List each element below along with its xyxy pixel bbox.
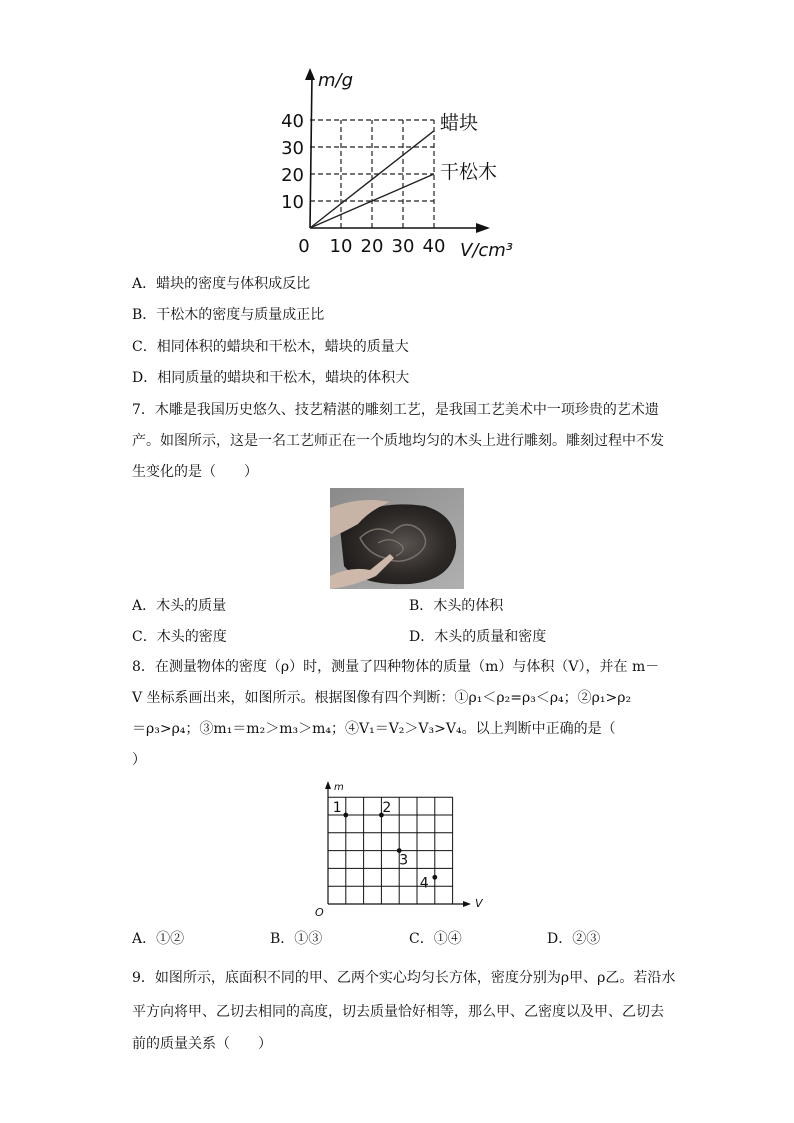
y-tick-label: 40 (281, 111, 304, 132)
point-label-2: 2 (382, 800, 392, 816)
q6-option-a[interactable]: A．蜡块的密度与体积成反比 (132, 276, 311, 292)
q7-stem-line-1: 7．木雕是我国历史悠久、技艺精湛的雕刻工艺，是我国工艺美术中一项珍贵的艺术遗 (132, 402, 659, 418)
q8-stem-line-1: 8．在测量物体的密度（ρ）时，测量了四种物体的质量（m）与体积（V），并在 m－ (132, 659, 660, 675)
x-axis-arrow (476, 223, 490, 233)
point-label-1: 1 (332, 800, 342, 816)
x-tick-label: 20 (360, 236, 384, 257)
point-label-4: 4 (419, 875, 429, 892)
chart-grid (310, 120, 434, 228)
q8-option-b[interactable]: B．①③ (270, 931, 323, 947)
legend-label-1: 蜡块 (440, 111, 479, 134)
q8-stem-line-2: V 坐标系画出来，如图所示。根据图像有四个判断：①ρ₁＜ρ₂=ρ₃＜ρ₄；②ρ₁>ρ₂ (132, 690, 632, 706)
y-tick-label: 20 (281, 165, 304, 186)
q7-stem-line-3: 生变化的是（ ） (132, 464, 258, 480)
mv-scatter-chart (305, 778, 495, 918)
q8-option-d[interactable]: D．②③ (547, 931, 601, 947)
q9-stem-line-2: 平方向将甲、乙切去相同的高度，切去质量恰好相等，那么甲、乙密度以及甲、乙切去 (132, 1004, 664, 1020)
x-axis-arrow (463, 901, 471, 907)
q7-options-row-2 (132, 627, 672, 647)
origin-label: O (315, 906, 324, 918)
q7-stem-line-2: 产。如图所示，这是一名工艺师正在一个质地均匀的木头上进行雕刻。雕刻过程中不发 (132, 433, 664, 449)
data-point-4 (432, 875, 437, 880)
x-tick-label: 10 (329, 236, 353, 257)
q8-options-row (132, 929, 672, 949)
q7-option-d[interactable]: D．木头的质量和密度 (409, 629, 547, 645)
q7-options-row-1 (132, 596, 672, 616)
x-tick-label: 40 (422, 236, 446, 257)
y-tick-label: 10 (281, 192, 304, 213)
y-axis-arrow (305, 68, 315, 80)
chart-points (333, 800, 437, 891)
y-axis (310, 74, 312, 228)
x-tick-label: 30 (391, 236, 415, 257)
chart-labels (281, 70, 513, 261)
point-label-3: 3 (399, 852, 409, 869)
x-tick-label: 0 (298, 236, 310, 257)
q8-stem-line-3: ＝ρ₃>ρ₄；③m₁＝m₂＞m₃＞m₄；④V₁＝V₂＞V₃>V₄。以上判断中正确的是（ (132, 721, 616, 737)
q6-option-c[interactable]: C．相同体积的蜡块和干松木，蜡块的质量大 (132, 339, 409, 355)
y-tick-label: 30 (281, 138, 304, 159)
mass-volume-chart (270, 62, 530, 267)
q6-option-b[interactable]: B．干松木的密度与质量成正比 (132, 307, 325, 323)
q7-option-b[interactable]: B．木头的体积 (409, 598, 504, 614)
y-axis-label: m/g (318, 70, 354, 91)
q7-option-c[interactable]: C．木头的密度 (132, 629, 227, 645)
x-axis-label: V (475, 897, 483, 910)
q6-option-d[interactable]: D．相同质量的蜡块和干松木，蜡块的体积大 (132, 370, 410, 386)
y-axis-label: m (334, 782, 344, 793)
x-axis-label: V/cm³ (460, 240, 514, 261)
q7-option-a[interactable]: A．木头的质量 (132, 598, 227, 614)
data-point-1 (343, 813, 348, 818)
q8-stem-line-4: ） (132, 752, 146, 768)
chart-axes (305, 68, 490, 233)
q8-option-a[interactable]: A．①② (132, 931, 185, 947)
q9-stem-line-1: 9．如图所示，底面积不同的甲、乙两个实心均匀长方体，密度分别为ρ甲、ρ乙。若沿水 (132, 970, 676, 986)
q9-stem-line-3: 前的质量关系（ ） (132, 1036, 272, 1052)
y-axis-arrow (325, 781, 331, 789)
legend-label-2: 干松木 (440, 161, 498, 183)
q8-option-c[interactable]: C．①④ (409, 931, 462, 947)
wood-carving-photo (330, 488, 464, 589)
